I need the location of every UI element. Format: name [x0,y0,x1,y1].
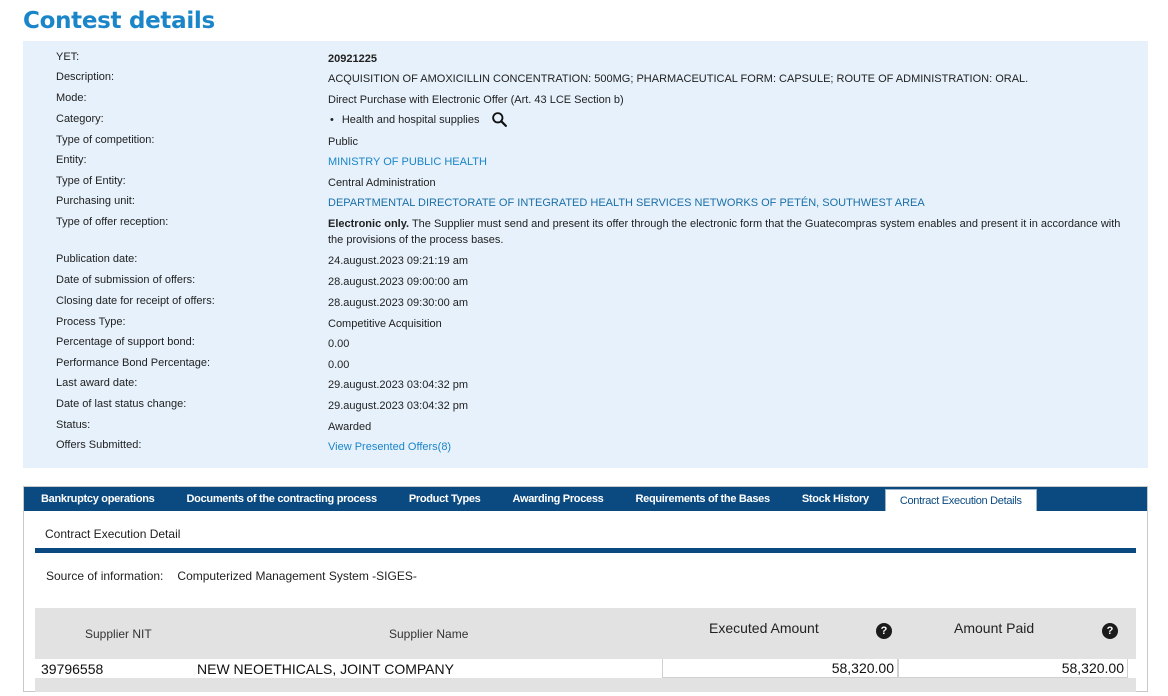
offer-reception-text: The Supplier must send and present its offer through the electronic form that the Guatecompras system enables and present it in accordance with the provisions of the process bases. [328,218,1121,246]
table-header [35,608,1136,659]
purchasing-unit-link[interactable]: DEPARTMENTAL DIRECTORATE OF INTEGRATED HEALTH SERVICES NETWORKS OF PETÉN, SOUTHWEST AREA [328,197,925,209]
tabs-panel [23,486,1148,692]
detail-label: Percentage of support bond: [56,336,195,348]
status-value: Awarded [328,421,372,433]
detail-value-category [328,111,1128,128]
detail-label: Closing date for receipt of offers: [56,295,215,307]
search-icon[interactable] [491,111,508,128]
entity-link[interactable]: MINISTRY OF PUBLIC HEALTH [328,156,487,168]
detail-label: Process Type: [56,316,126,328]
bullet: • [330,113,334,126]
section-title: Contract Execution Detail [45,527,181,541]
detail-value-entity-type: Central Administration [328,177,436,189]
detail-value-competition: Public [328,136,358,148]
table-footer [35,678,1136,692]
detail-label: Entity: [56,154,87,166]
detail-label: Offers Submitted: [56,439,142,451]
detail-value-performance-bond: 0.00 [328,359,350,371]
detail-value-submission-date: 28.august.2023 09:00:00 am [328,276,469,288]
detail-label: YET: [56,51,80,63]
detail-label: Date of last status change: [56,398,187,410]
detail-value-yet: 20921225 [328,53,377,65]
tab-product-types[interactable]: Product Types [408,493,481,505]
detail-value-publication-date: 24.august.2023 09:21:19 am [328,255,469,267]
detail-label: Type of Entity: [56,175,126,187]
cell-supplier-name: NEW NEOETHICALS, JOINT COMPANY [197,660,454,677]
view-presented-offers-link[interactable]: View Presented Offers(8) [328,441,452,453]
help-icon[interactable]: ? [876,623,892,639]
column-header-executed-amount: Executed Amount [709,619,819,636]
tab-requirements-of-bases[interactable]: Requirements of the Bases [635,493,770,505]
detail-value-support-bond: 0.00 [328,338,350,350]
detail-label: Performance Bond Percentage: [56,357,211,369]
category-text: Health and hospital supplies [341,113,480,126]
cell-amount-paid: 58,320.00 [898,659,1128,678]
detail-label: Mode: [56,92,87,104]
detail-label: Description: [56,71,115,83]
detail-label: Publication date: [56,253,138,265]
detail-label: Last award date: [56,377,138,389]
cell-supplier-nit: 39796558 [41,660,104,677]
column-header-supplier-name: Supplier Name [389,626,469,641]
source-value: Computerized Management System -SIGES- [177,569,417,583]
detail-label: Purchasing unit: [56,195,135,207]
source-label: Source of information: [46,569,164,583]
table-row [35,659,1136,679]
tab-contract-execution-details[interactable]: Contract Execution Details [885,489,1037,511]
contest-details-panel [23,41,1148,468]
tab-bankruptcy-operations[interactable]: Bankruptcy operations [41,493,155,505]
detail-value-closing-date: 28.august.2023 09:30:00 am [328,297,469,309]
section-divider [35,548,1136,553]
offer-reception-bold: Electronic only. [328,218,410,230]
help-icon[interactable]: ? [1102,623,1118,639]
column-header-supplier-nit: Supplier NIT [85,626,152,641]
detail-value-last-status-change: 29.august.2023 03:04:32 pm [328,400,469,412]
detail-value-process-type: Competitive Acquisition [328,318,442,330]
detail-label: Status: [56,419,91,431]
detail-label: Type of offer reception: [56,216,169,228]
detail-value-offer-reception [328,216,1128,248]
tab-contracting-documents[interactable]: Documents of the contracting process [186,493,377,505]
detail-value-last-award: 29.august.2023 03:04:32 pm [328,379,469,391]
detail-value-description: ACQUISITION OF AMOXICILLIN CONCENTRATION: 500MG; PHARMACEUTICAL FORM: CAPSULE; ROUTE OF ADMINISTRATION: ORAL. [328,73,1029,85]
detail-value-mode: Direct Purchase with Electronic Offer (Art. 43 LCE Section b) [328,94,624,106]
tab-bar [24,487,1147,511]
detail-label: Date of submission of offers: [56,274,196,286]
cell-executed-amount: 58,320.00 [662,659,898,678]
tab-awarding-process[interactable]: Awarding Process [512,493,604,505]
source-of-information [46,569,417,583]
column-header-amount-paid: Amount Paid [954,619,1035,636]
detail-label: Category: [56,113,104,125]
tab-stock-history[interactable]: Stock History [801,493,869,505]
detail-label: Type of competition: [56,134,155,146]
page-title: Contest details [23,8,215,34]
